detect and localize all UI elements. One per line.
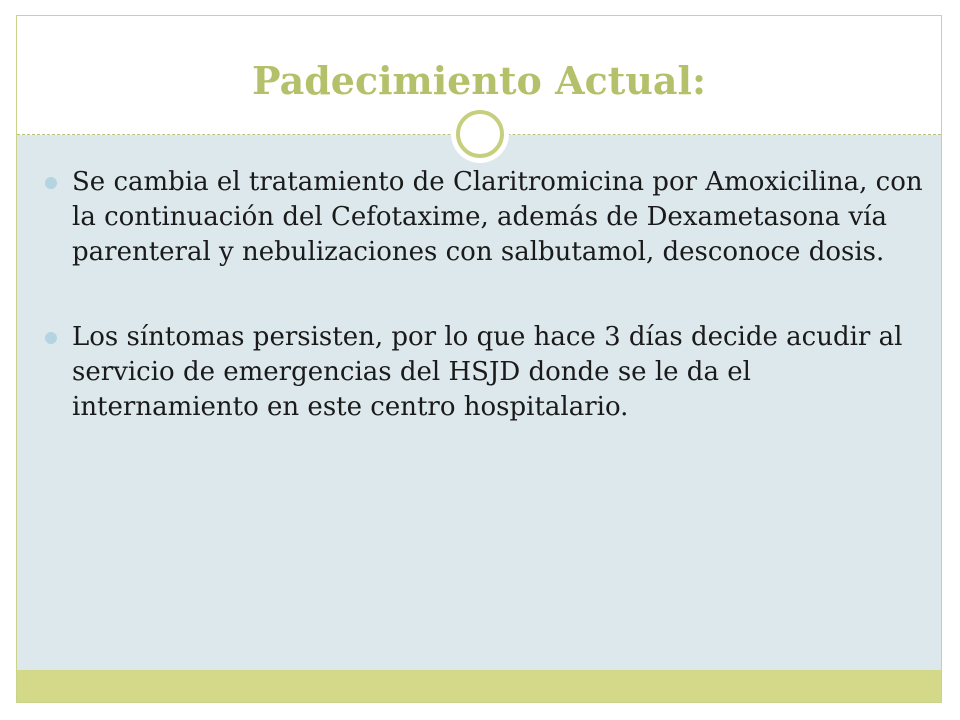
footer-bar [17, 670, 941, 702]
list-item [45, 165, 925, 270]
divider-circle-icon [451, 105, 509, 163]
bullet-dot-icon [45, 177, 57, 189]
circle-ring [456, 110, 504, 158]
bullet-dot-icon [45, 332, 57, 344]
bullet-text: Los síntomas persisten, por lo que hace 3 días decide acudir al servicio de emergencias del HSJD donde se le da el internamiento en este centro hospitalario. [72, 322, 903, 422]
list-item [45, 320, 925, 425]
bullet-list [45, 165, 925, 425]
slide-title: Padecimiento Actual: [252, 58, 706, 103]
bullet-text: Se cambia el tratamiento de Claritromicina por Amoxicilina, con la continuación del Cefotaxime, además de Dexametasona vía parenteral y nebulizaciones con salbutamol, desconoce dosis. [72, 167, 923, 267]
